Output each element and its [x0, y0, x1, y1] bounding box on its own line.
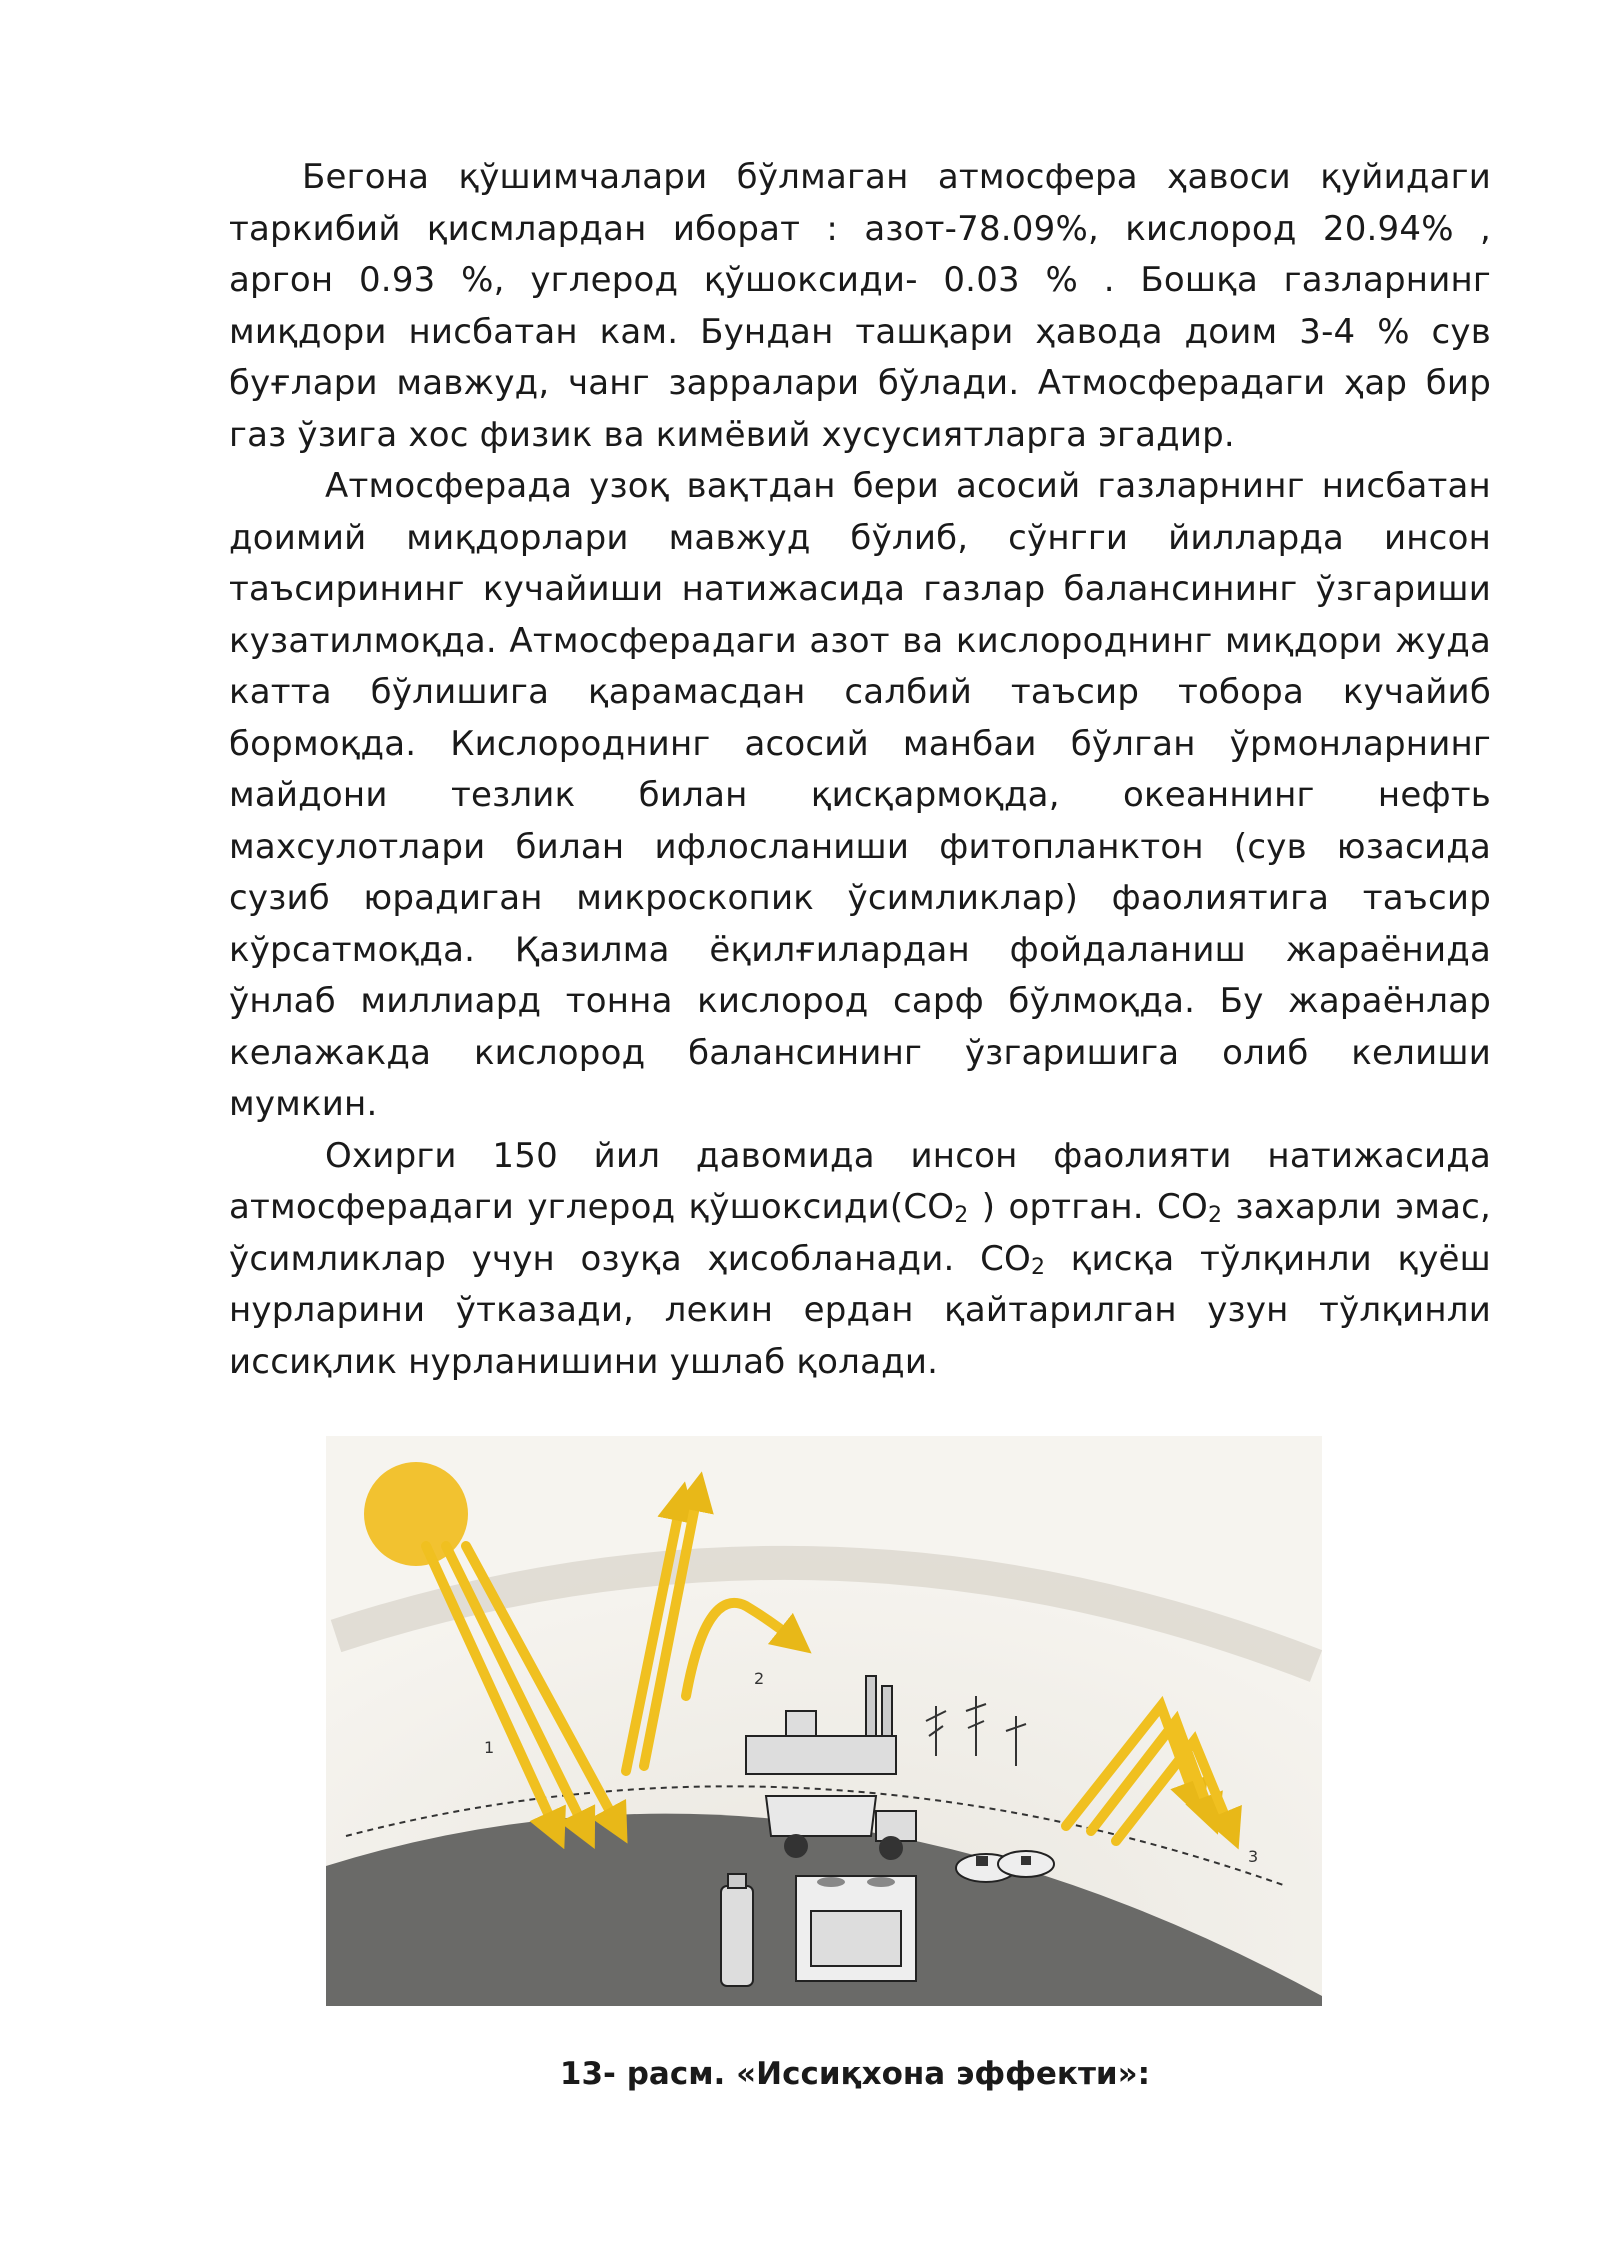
co2-subscript-3: 2: [1031, 1254, 1046, 1280]
paragraph-gas-balance: Атмосферада узоқ вақтдан бери асосий газларнинг нисбатан доимий миқдорлари мавжуд бўлиб, сўнгги йилларда инсон таъсирининг кучайиши натижасида газлар балансининг ўзгариши кузатилмоқда. Атмосферадаги азот ва кислороднинг миқдори жуда катта бўлишига қарамасдан салбий таъсир тобора кучайиб бормоқда. Кислороднинг асосий манбаи бўлган ўрмонларнинг майдони тезлик билан қисқармоқда, океаннинг нефть махсулотлари билан ифлосланиши фитопланктон (сув юзасида сузиб юрадиган микроскопик ўсимликлар) фаолиятига таъсир кўрсатмоқда. Қазилма ёқилғилардан фойдаланиш жараёнида ўнлаб миллиард тонна кислород сарф бўлмоқда. Бу жараёнлар келажакда кислород балансининг ўзгаришига олиб келиши мумкин.: [229, 466, 1491, 1124]
co2-text-part3: захарли эмас, ўсимликлар учун озуқа ҳисобланади. CO: [229, 1187, 1492, 1279]
figure-caption: 13- расм. «Иссиқхона эффекти»:: [559, 2056, 1151, 2092]
paragraph-co2: [229, 1131, 1491, 1389]
figure-label-1: 1: [484, 1738, 495, 1757]
greenhouse-illustration: [326, 1436, 1322, 2006]
greenhouse-effect-figure: [326, 1436, 1322, 2006]
body-text: [229, 152, 1491, 1388]
co2-text-part2: ) ортган. CO: [968, 1187, 1208, 1227]
co2-text-part4: қисқа тўлқинли қуёш нурларини ўтказади, лекин ердан қайтарилган узун тўлқинли иссиқлик нурланишини ушлаб қолади.: [229, 1238, 1491, 1382]
co2-subscript-1: 2: [954, 1203, 969, 1228]
co2-subscript-2: 2: [1207, 1203, 1223, 1228]
figure-label-2: 2: [754, 1669, 765, 1688]
paragraph-atmosphere-composition: Бегона қўшимчалари бўлмаган атмосфера ҳавоси қуйидаги таркибий қисмлардан иборат : азот-78.09%, кислород 20.94% , аргон 0.93 %, углерод қўшоксиди- 0.03 % . Бошқа газларнинг миқдори нисбатан кам. Бундан ташқари ҳавода доим 3-4 % сув буғлари мавжуд, чанг зарралари бўлади. Атмосферадаги ҳар бир газ ўзига хос физик ва кимёвий хусусиятларга эгадир.: [229, 157, 1491, 455]
co2-text-part1: Охирги 150 йил давомида инсон фаолияти натижасида атмосферадаги углерод қўшоксиди(CO: [229, 1135, 1491, 1227]
figure-label-3: 3: [1248, 1847, 1259, 1866]
spray-can-icon: [721, 1874, 753, 1986]
stove-icon: [796, 1876, 916, 1981]
